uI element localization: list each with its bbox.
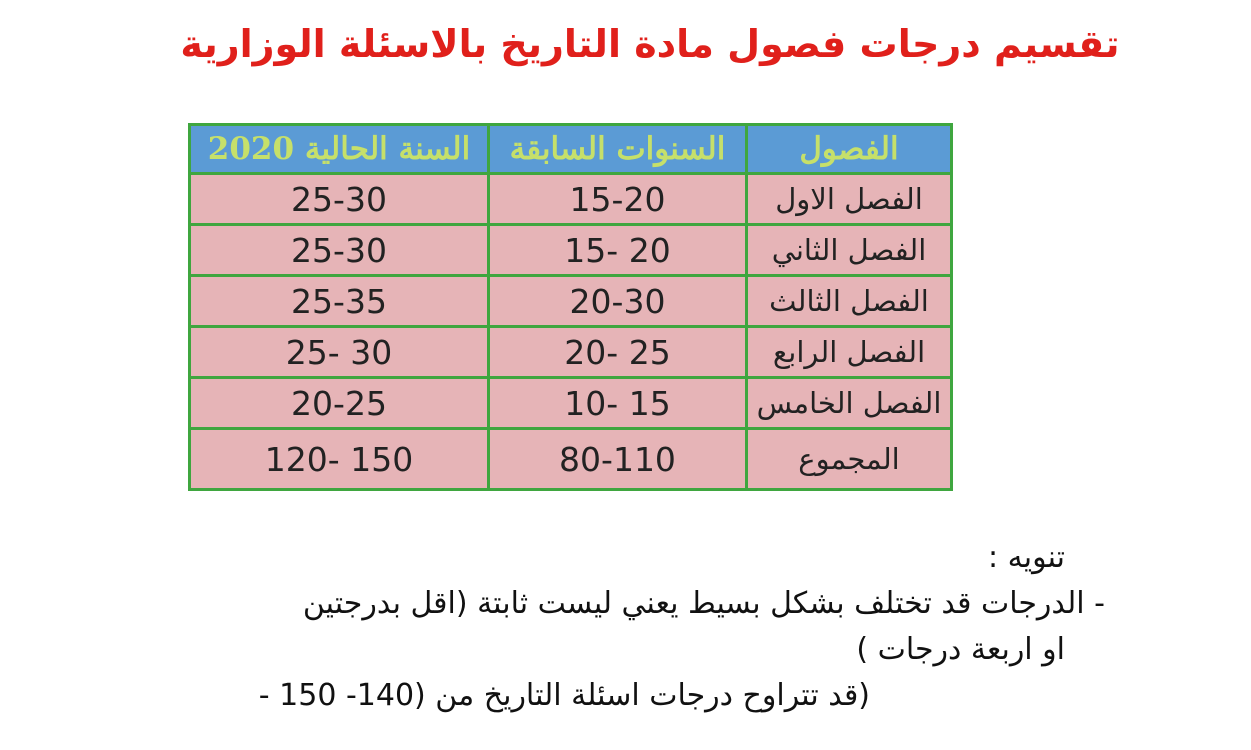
table-row (190, 378, 952, 429)
table-total-row (190, 429, 952, 490)
header-current-year: السنة الحالية 2020 (190, 125, 489, 174)
total-label-cell: المجموع (747, 429, 952, 490)
grades-table (188, 123, 953, 491)
current-range-cell: 25-30 (190, 225, 489, 276)
season-cell: الفصل الثالث (747, 276, 952, 327)
note-heading: تنويه : (988, 540, 1065, 575)
page-title: تقسيم درجات فصول مادة التاريخ بالاسئلة الوزارية (180, 22, 1120, 66)
previous-range-cell: 15-20 (489, 174, 747, 225)
note-line: او اربعة درجات ) (856, 632, 1065, 667)
header-previous-years: السنوات السابقة (489, 125, 747, 174)
table-row (190, 276, 952, 327)
season-cell: الفصل الخامس (747, 378, 952, 429)
season-cell: الفصل الثاني (747, 225, 952, 276)
previous-range-cell: 20 -15 (489, 225, 747, 276)
current-range-cell: 20-25 (190, 378, 489, 429)
note-line: - الدرجات قد تختلف بشكل بسيط يعني ليست ثابتة (اقل بدرجتين (302, 586, 1105, 621)
note-section (230, 535, 1105, 719)
previous-range-cell: 25 -20 (489, 327, 747, 378)
current-range-cell: 25-35 (190, 276, 489, 327)
season-cell: الفصل الرابع (747, 327, 952, 378)
note-line: (قد تتراوح درجات اسئلة التاريخ من (140- 150 - (258, 678, 870, 713)
previous-range-cell: 20-30 (489, 276, 747, 327)
table-header-row (190, 125, 952, 174)
season-cell: الفصل الاول (747, 174, 952, 225)
previous-range-cell: 15 -10 (489, 378, 747, 429)
table-row (190, 327, 952, 378)
table-row (190, 225, 952, 276)
previous-total-cell: 80-110 (489, 429, 747, 490)
table-row (190, 174, 952, 225)
current-range-cell: 30 -25 (190, 327, 489, 378)
current-total-cell: 150 -120 (190, 429, 489, 490)
current-range-cell: 25-30 (190, 174, 489, 225)
header-season: الفصول (747, 125, 952, 174)
